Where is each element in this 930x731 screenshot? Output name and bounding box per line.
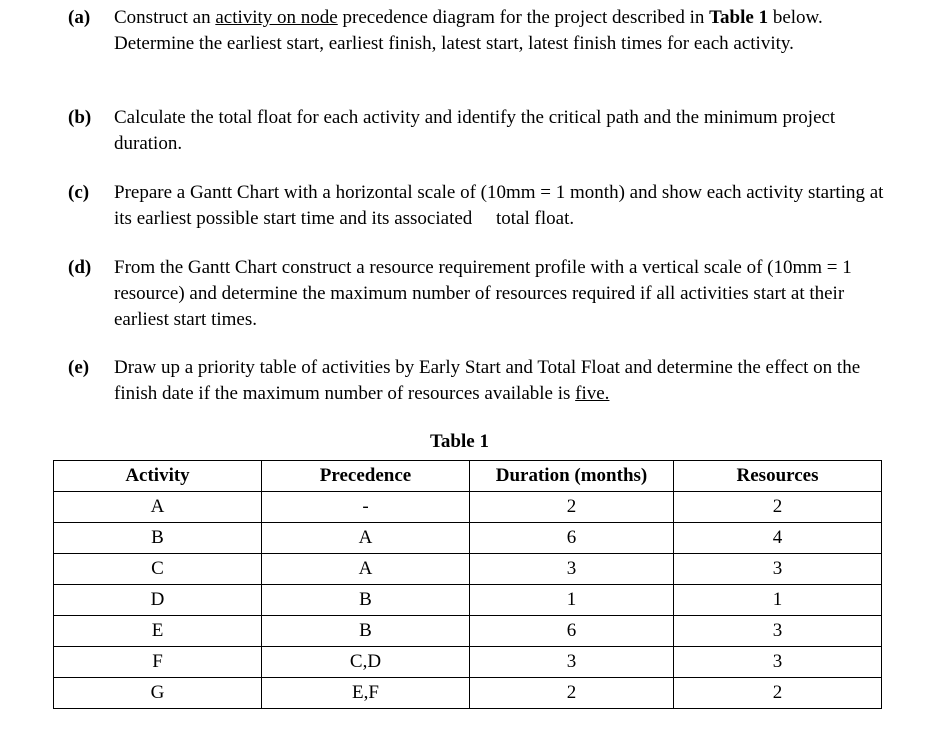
cell-precedence: A (262, 554, 470, 585)
question-text (114, 105, 884, 157)
cell-activity: E (54, 616, 262, 647)
text-segment: Calculate the total float for each activity and identify the critical path and the minimum project duration. (114, 107, 836, 154)
cell-duration: 2 (470, 678, 674, 709)
text-segment: Draw up a priority table of activities by Early Start and Total Float and determine the effect on the finish date if the maximum number of resources available is (114, 357, 861, 404)
cell-resources: 2 (674, 492, 882, 523)
question-label: (b) (68, 107, 92, 128)
question-label: (a) (68, 7, 91, 28)
text-segment-underlined: activity on node (215, 7, 338, 28)
cell-activity: C (54, 554, 262, 585)
cell-activity: F (54, 647, 262, 678)
cell-activity: D (54, 585, 262, 616)
text-segment-bold: Table 1 (709, 7, 769, 28)
cell-activity: A (54, 492, 262, 523)
cell-duration: 3 (470, 554, 674, 585)
cell-resources: 2 (674, 678, 882, 709)
column-header-activity: Activity (54, 461, 262, 492)
cell-precedence: A (262, 523, 470, 554)
cell-resources: 3 (674, 554, 882, 585)
cell-duration: 1 (470, 585, 674, 616)
table-row (54, 616, 882, 647)
cell-duration: 3 (470, 647, 674, 678)
question-label: (c) (68, 182, 90, 203)
table-row (54, 678, 882, 709)
data-table (53, 460, 882, 709)
text-segment: Construct an (114, 7, 216, 28)
text-segment-underlined: five. (575, 383, 610, 404)
column-header-duration: Duration (months) (470, 461, 674, 492)
cell-precedence: B (262, 585, 470, 616)
cell-activity: G (54, 678, 262, 709)
cell-resources: 3 (674, 647, 882, 678)
cell-duration: 6 (470, 523, 674, 554)
text-segment: below. Determine the earliest start, earliest finish, latest start, latest finish times for each activity. (114, 7, 823, 54)
table-title: Table 1 (430, 431, 489, 452)
text-segment: precedence diagram for the project described in (337, 7, 710, 28)
table-header-row (54, 461, 882, 492)
question-text (114, 255, 884, 333)
table-row (54, 523, 882, 554)
text-segment: From the Gantt Chart construct a resource requirement profile with a vertical scale of (10mm = 1 resource) and determine the maximum number of resources required if all activities start at their earliest start times. (114, 257, 852, 330)
column-header-resources: Resources (674, 461, 882, 492)
cell-activity: B (54, 523, 262, 554)
cell-resources: 1 (674, 585, 882, 616)
table-row (54, 585, 882, 616)
table-row (54, 554, 882, 585)
question-text (114, 5, 884, 57)
cell-precedence: E,F (262, 678, 470, 709)
cell-resources: 4 (674, 523, 882, 554)
question-label: (d) (68, 257, 92, 278)
question-text (114, 180, 884, 232)
cell-precedence: - (262, 492, 470, 523)
cell-resources: 3 (674, 616, 882, 647)
column-header-precedence: Precedence (262, 461, 470, 492)
table-row (54, 492, 882, 523)
table-row (54, 647, 882, 678)
cell-precedence: B (262, 616, 470, 647)
text-segment: Prepare a Gantt Chart with a horizontal scale of (10mm = 1 month) and show each activity starting at its earliest possible start time and its associated total float. (114, 182, 884, 229)
cell-duration: 6 (470, 616, 674, 647)
question-text (114, 355, 884, 407)
cell-duration: 2 (470, 492, 674, 523)
question-label: (e) (68, 357, 90, 378)
cell-precedence: C,D (262, 647, 470, 678)
